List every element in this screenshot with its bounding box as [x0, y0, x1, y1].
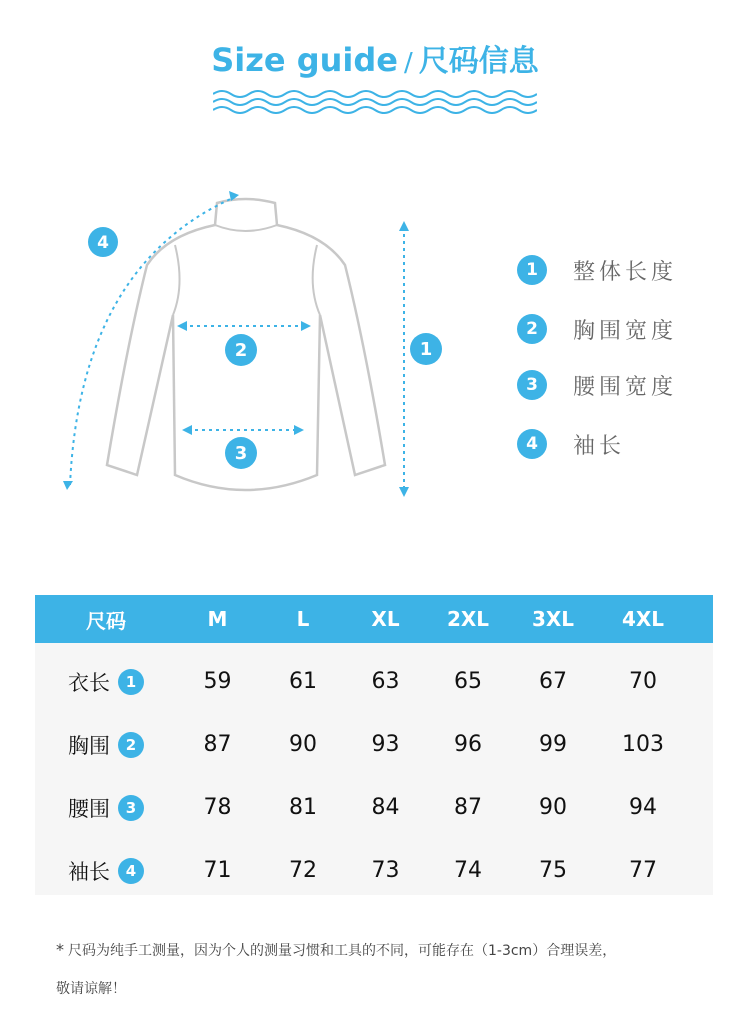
number-1-icon: 1: [118, 669, 144, 695]
table-cell: 90: [289, 732, 317, 757]
number-4-icon: 4: [517, 429, 547, 459]
legend-item: [517, 370, 737, 400]
header-cell: 尺码: [86, 608, 126, 633]
legend-item: [517, 429, 737, 459]
table-row: [35, 776, 713, 839]
table-row: [35, 650, 713, 713]
legend-label: 胸围宽度: [573, 318, 678, 344]
table-cell: 93: [371, 732, 400, 757]
table-cell: 87: [454, 795, 482, 820]
table-cell: 65: [454, 669, 482, 694]
table-cell: 78: [203, 795, 232, 820]
shirt-diagram: [55, 185, 455, 515]
marker-3-icon: [225, 437, 257, 469]
table-cell: 103: [622, 732, 664, 757]
number-3-icon: 3: [517, 370, 547, 400]
row-label-text: 袖长: [68, 859, 110, 884]
number-3-icon: 3: [118, 795, 144, 821]
table-cell: 63: [371, 669, 400, 694]
number-4-icon: 4: [118, 858, 144, 884]
table-cell: 81: [289, 795, 317, 820]
note-line-1: [56, 930, 736, 971]
svg-text:4: 4: [97, 233, 109, 253]
table-row: [35, 713, 713, 776]
table-cell: 94: [629, 795, 657, 820]
title-english: Size guide: [211, 41, 398, 79]
wave-decoration-icon: [213, 88, 537, 114]
table-cell: 61: [289, 669, 317, 694]
header-cell: XL: [371, 607, 400, 631]
marker-1-icon: [410, 333, 442, 365]
asterisk-icon: *: [56, 940, 64, 959]
table-cell: 71: [203, 858, 232, 883]
table-row: [35, 839, 713, 902]
row-label: [35, 793, 177, 823]
marker-2-icon: [225, 334, 257, 366]
table-cell: 84: [371, 795, 400, 820]
table-cell: 74: [454, 858, 482, 883]
row-label-text: 腰围: [68, 796, 110, 821]
table-cell: 73: [371, 858, 400, 883]
table-cell: 72: [289, 858, 317, 883]
title-chinese: 尺码信息: [418, 44, 539, 79]
row-label: [35, 856, 177, 886]
header-cell: 3XL: [531, 607, 575, 631]
table-cell: 59: [203, 669, 232, 694]
note-line-2: 敬请谅解！: [56, 981, 126, 997]
table-cell: 96: [454, 732, 482, 757]
legend-item: [517, 314, 737, 344]
marker-4-icon: [88, 227, 118, 257]
header-cell: L: [296, 607, 310, 631]
table-cell: 90: [539, 795, 567, 820]
page-title: [211, 36, 539, 80]
svg-text:3: 3: [234, 443, 248, 464]
table-cell: 99: [539, 732, 567, 757]
row-label: [35, 667, 177, 697]
table-cell: 77: [629, 858, 657, 883]
page-header: [0, 36, 750, 116]
title-separator: /: [403, 48, 413, 78]
row-label-text: 衣长: [68, 670, 110, 695]
size-table: [35, 595, 713, 895]
table-header: [35, 595, 713, 643]
header-cell: M: [207, 607, 228, 631]
table-cell: 67: [539, 669, 567, 694]
header-cell: 2XL: [446, 607, 490, 631]
svg-text:2: 2: [234, 340, 248, 361]
table-cell: 87: [203, 732, 232, 757]
number-2-icon: 2: [118, 732, 144, 758]
note-text-1: 尺码为纯手工测量，因为个人的测量习惯和工具的不同，可能存在（1-3cm）合理误差，: [68, 943, 617, 959]
number-2-icon: 2: [517, 314, 547, 344]
number-1-icon: 1: [517, 255, 547, 285]
legend-label: 袖长: [573, 433, 626, 459]
row-label-text: 胸围: [68, 733, 110, 758]
header-cell: 4XL: [621, 607, 665, 631]
measurement-note: [56, 930, 736, 1009]
legend-item: [517, 255, 737, 285]
table-cell: 75: [539, 858, 567, 883]
measurement-legend: [517, 255, 737, 488]
row-label: [35, 730, 177, 760]
svg-text:1: 1: [419, 339, 433, 360]
table-cell: 70: [629, 669, 657, 694]
legend-label: 腰围宽度: [573, 374, 678, 400]
legend-label: 整体长度: [573, 259, 678, 285]
